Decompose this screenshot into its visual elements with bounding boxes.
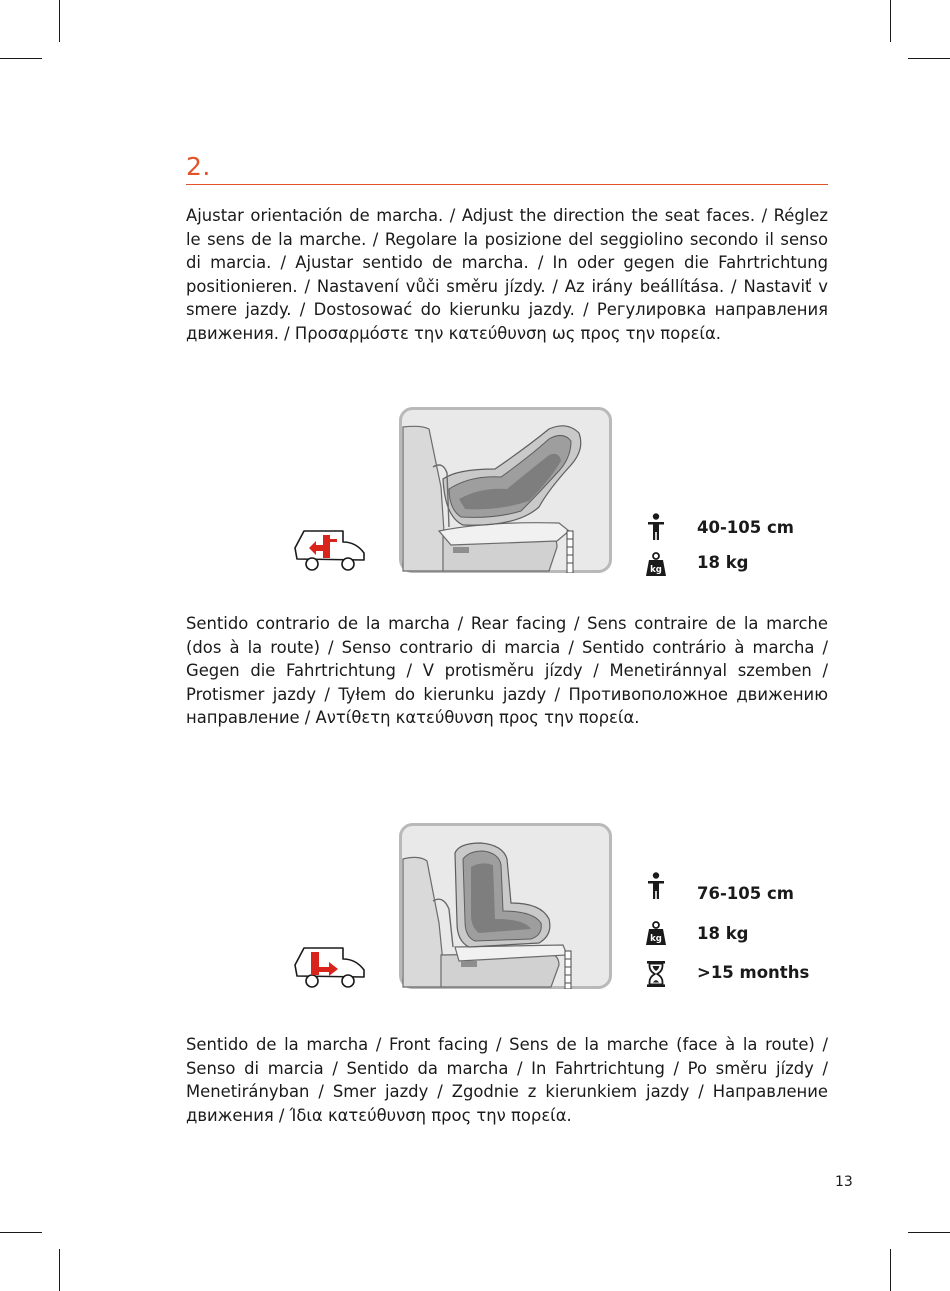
crop-mark <box>908 58 950 59</box>
rear-facing-caption: Sentido contrario de la marcha / Rear facing / Sens contraire de la marche (dos à la route) / Senso contrario di marcia / Sentido contrário à marcha / Gegen die Fahrtrichtung / V protisměru jízdy / Menetiránnyal szemben / Protismer jazdy / Tyłem do kierunku jazdy / Противоположное движению направление / Αντίθετη κατεύθυνση προς την πορεία. <box>186 614 828 728</box>
person-height-icon <box>645 872 667 900</box>
rear-height-value: 40-105 cm <box>697 518 794 537</box>
section-number: 2. <box>186 152 211 181</box>
crop-mark <box>0 1232 42 1233</box>
person-height-icon <box>645 513 667 541</box>
front-age-value: >15 months <box>697 963 810 982</box>
crop-mark <box>890 0 891 42</box>
hourglass-icon <box>645 960 667 988</box>
car-rear-facing-icon <box>293 526 367 572</box>
front-height-value: 76-105 cm <box>697 884 794 903</box>
crop-mark <box>59 1249 60 1291</box>
intro-paragraph: Ajustar orientación de marcha. / Adjust the direction the seat faces. / Réglez le sens de la marche. / Regolare la posizione del seggiolino secondo il senso di marcia. / Ajustar sentido de marcha. / In oder gegen die Fahrtrichtung positionieren. / Nastavení vůči směru jízdy. / Az irány beállítása. / Nastaviť v smere jazdy. / Dostosować do kierunku jazdy. / Регулировка направления движения. / Προσαρμόστε την κατεύθυνση ως προς την πορεία. <box>186 206 828 343</box>
crop-mark <box>59 0 60 42</box>
front-facing-seat-illustration <box>399 823 612 989</box>
page-number: 13 <box>835 1174 853 1190</box>
front-weight-value: 18 kg <box>697 924 749 943</box>
rear-facing-seat-illustration <box>399 407 612 573</box>
svg-text:kg: kg <box>650 934 662 944</box>
heading-rule <box>186 184 828 185</box>
kg-weight-icon <box>645 551 667 579</box>
crop-mark <box>890 1249 891 1291</box>
svg-text:kg: kg <box>650 565 662 575</box>
crop-mark <box>0 58 42 59</box>
crop-mark <box>908 1232 950 1233</box>
front-facing-caption: Sentido de la marcha / Front facing / Sens de la marche (face à la route) / Senso di marcia / Sentido da marcha / In Fahrtrichtung / Po směru jízdy / Menetirányban / Smer jazdy / Zgodnie z kierunkiem jazdy / Направление движения / Ίδια κατεύθυνση προς την πορεία. <box>186 1035 828 1125</box>
kg-weight-icon <box>645 920 667 948</box>
car-front-facing-icon <box>293 943 367 989</box>
rear-weight-value: 18 kg <box>697 553 749 572</box>
